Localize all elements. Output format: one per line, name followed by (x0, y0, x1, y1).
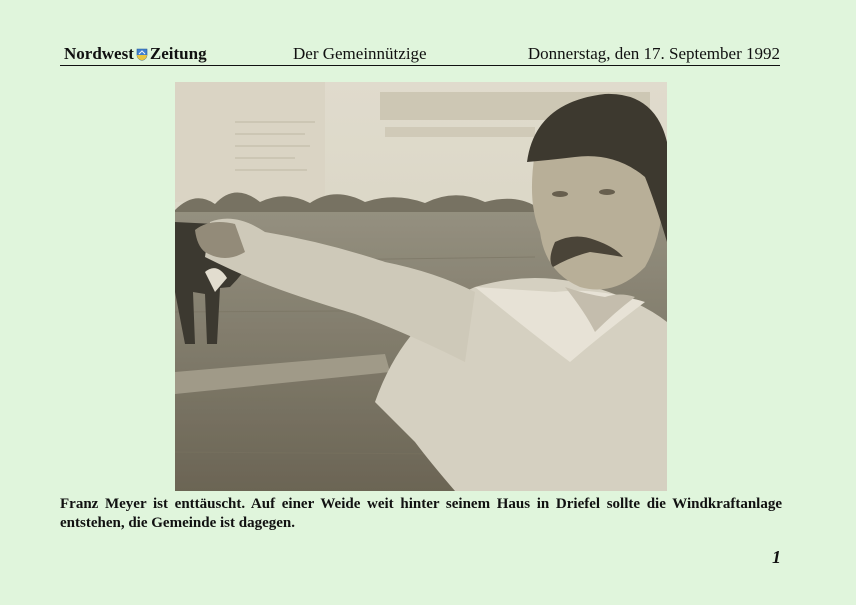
issue-date: Donnerstag, den 17. September 1992 (527, 44, 780, 63)
newspaper-photo (175, 82, 667, 491)
page-number: 1 (772, 547, 781, 567)
masthead-left: Nordwest (64, 44, 134, 63)
photo-illustration (175, 82, 667, 491)
coat-of-arms-icon (136, 48, 148, 61)
section-title: Der Gemeinnützige (293, 44, 427, 63)
masthead-right: Zeitung (149, 44, 207, 63)
photo-caption: Franz Meyer ist enttäuscht. Auf einer Weide weit hinter seinem Haus in Driefel sollte die Windkraftanlage entstehen, die Gemeinde ist dagegen. (60, 496, 782, 531)
newspaper-masthead (64, 44, 207, 64)
page-header (60, 43, 780, 66)
